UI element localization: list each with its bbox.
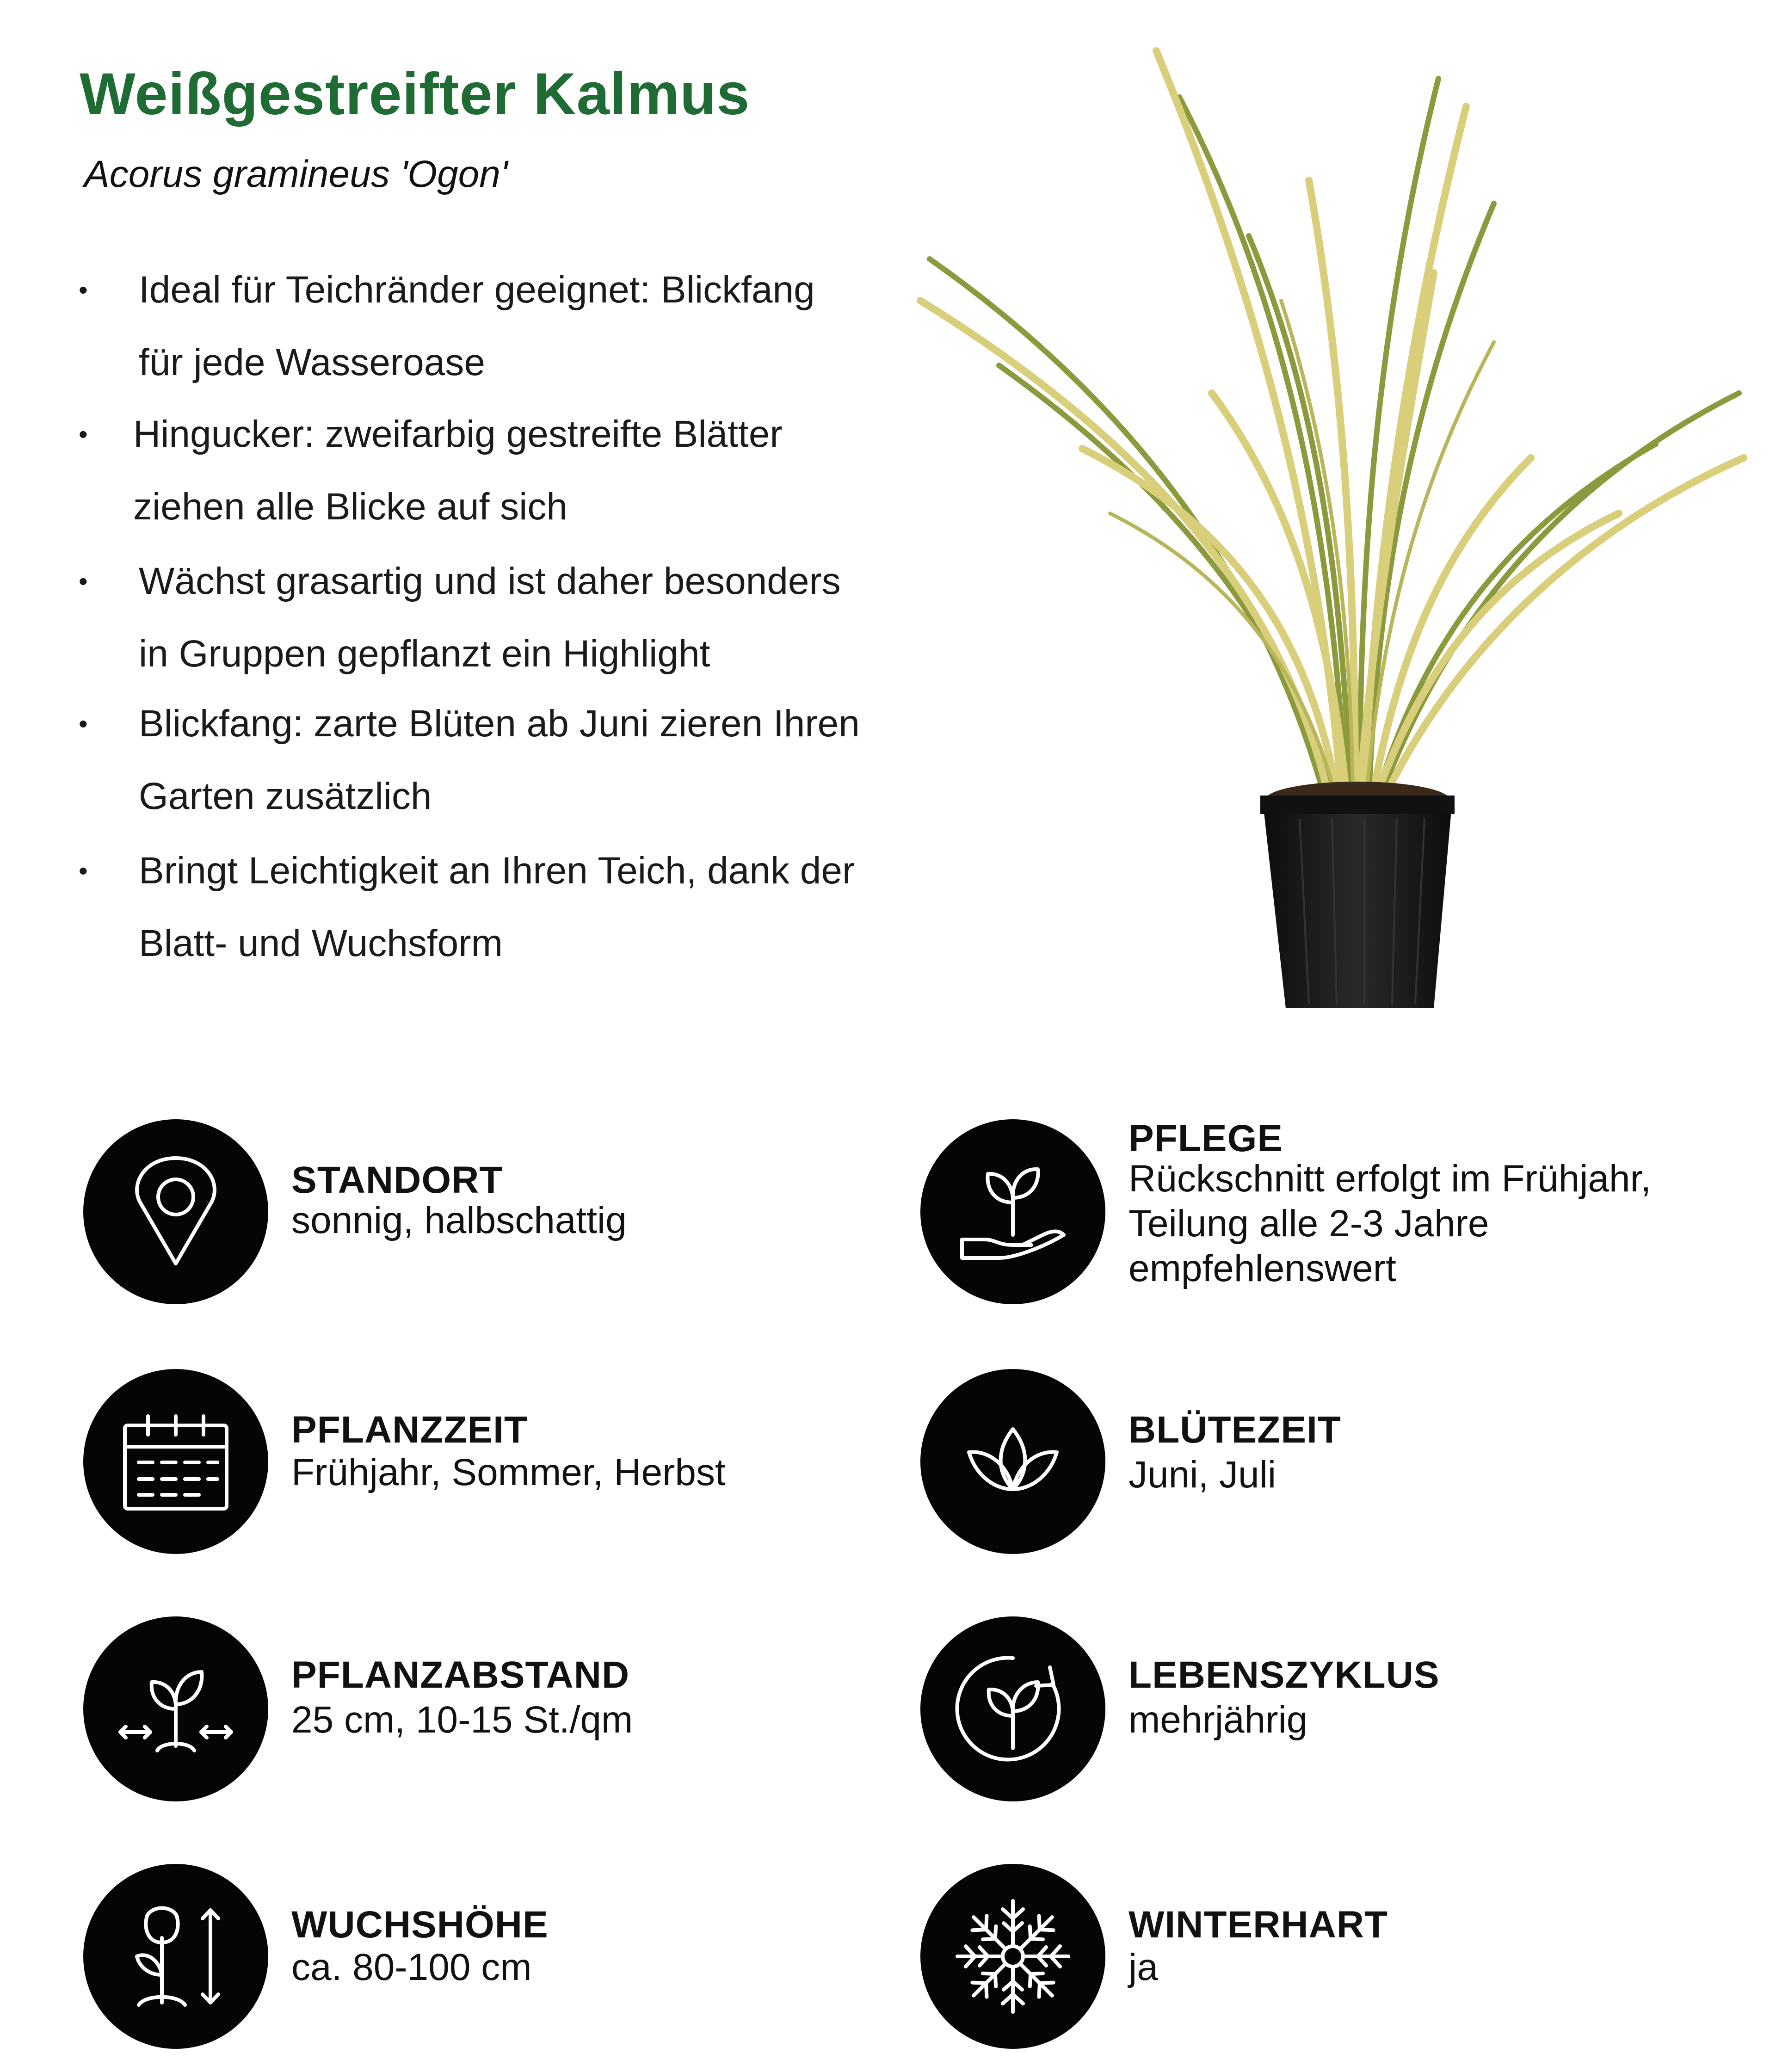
feature-label: PFLEGE [1128,1117,1283,1159]
bullet-dot-icon: • [79,856,88,885]
life-cycle-icon [920,1616,1105,1801]
feature-label: PFLANZZEIT [291,1409,528,1451]
lotus-flower-icon [920,1369,1105,1554]
feature-value: Juni, Juli [1128,1454,1276,1496]
botanical-name: Acorus gramineus 'Ogon' [84,153,508,195]
feature-label: PFLANZABSTAND [291,1654,630,1696]
feature-label: WINTERHART [1128,1904,1388,1946]
feature-label: WUCHSHÖHE [291,1904,549,1946]
bullet-line: Garten zusätzlich [139,775,432,817]
feature-value-line: Rückschnitt erfolgt im Frühjahr, [1128,1158,1652,1200]
bullet-line: Blatt- und Wuchsform [139,922,503,964]
bullet-line: für jede Wasseroase [139,341,485,383]
hand-sprout-icon [920,1119,1105,1304]
plant-height-icon [83,1864,268,2049]
bullet-dot-icon: • [79,567,88,596]
bullet-line: Ideal für Teichränder geeignet: Blickfang [139,269,815,311]
bullet-line: Blickfang: zarte Blüten ab Juni zieren Ihren [139,703,860,745]
bullet-line: in Gruppen gepflanzt ein Highlight [139,633,710,675]
bullet-dot-icon: • [79,419,88,449]
bullet-dot-icon: • [79,709,88,738]
feature-value: mehrjährig [1128,1699,1308,1741]
bullet-line: Bringt Leichtigkeit an Ihren Teich, dank der [139,850,855,892]
bullet-line: ziehen alle Blicke auf sich [133,486,567,528]
feature-value: 25 cm, 10-15 St./qm [291,1699,633,1741]
feature-value-line: empfehlenswert [1128,1247,1396,1289]
feature-value-line: Teilung alle 2-3 Jahre [1128,1202,1489,1245]
feature-value: ca. 80-100 cm [291,1946,532,1988]
feature-value [1128,1156,1730,1291]
plant-spacing-icon [83,1616,268,1801]
product-title: Weißgestreifter Kalmus [80,61,750,127]
bullet-line: Hingucker: zweifarbig gestreifte Blätter [133,413,783,455]
feature-value: ja [1128,1946,1158,1988]
bullet-dot-icon: • [79,275,88,304]
feature-label: BLÜTEZEIT [1128,1409,1341,1451]
feature-label: LEBENSZYKLUS [1128,1654,1440,1696]
feature-label: STANDORT [291,1159,503,1201]
location-pin-icon [83,1119,268,1304]
feature-value: sonnig, halbschattig [291,1199,627,1241]
feature-value: Frühjahr, Sommer, Herbst [291,1451,726,1493]
grass-leaves [920,51,1744,791]
calendar-icon [83,1369,268,1554]
plant-product-image [916,42,1748,1027]
bullet-line: Wächst grasartig und ist daher besonders [139,560,841,602]
snowflake-icon [920,1864,1105,2049]
